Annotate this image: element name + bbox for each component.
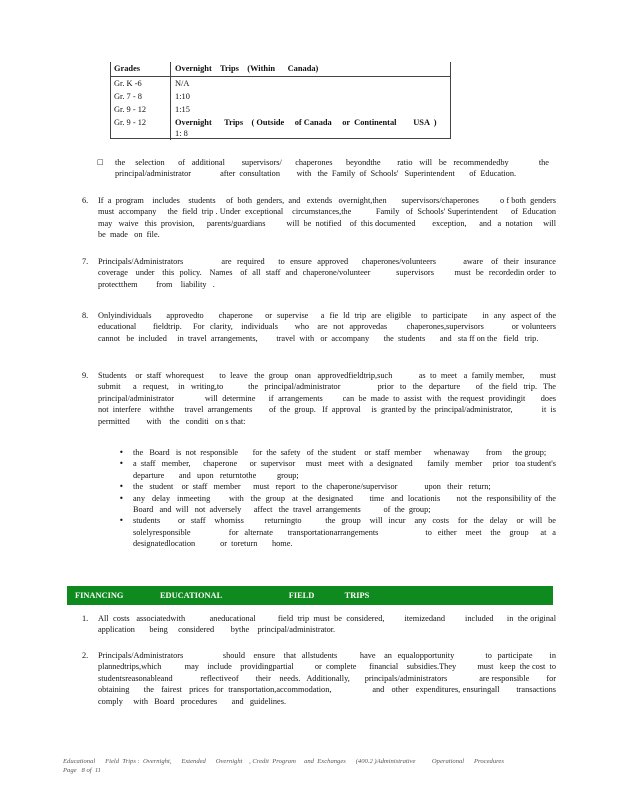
table-cell-ratio <box>171 116 451 140</box>
paragraph-text: Students or staff whorequest to leave the group onan approvedfieldtrip,such as to meet a family member, must submit a request, in writing,to the principal/administrator prior to the departure of the field trip. The principal/administrator will determine if arrangements can be made to assist with the request providingit does not interfere withthe travel arrangements of the group. If approval is granted by the principal/administrator, it is permitted with the conditi on s that: <box>98 371 563 426</box>
conditions-list <box>117 447 569 550</box>
list-item: • the Board is not responsible for the safety of the student or staff member whenaway from the group; <box>117 447 556 458</box>
page-footer <box>63 757 523 775</box>
item-number: 2. <box>82 651 89 660</box>
list-item <box>82 650 573 707</box>
list-item <box>82 613 565 636</box>
table-cell-ratio: 1:15 <box>175 105 190 114</box>
list-item <box>82 370 563 427</box>
table-header-grades: Grades <box>110 62 171 77</box>
paragraph-text: Onlyindividuals approvedto chaperone or supervise a fie ld trip are eligible to participate in any aspect of the educational fieldtrip. For clarity, individuals who are not approvedas chaperones,supervisors or volunteers cannot be included in travel arrangements, travel with or accompany the students and sta ff on the field trip. <box>98 311 569 343</box>
table-cell-grade: Gr. 9 - 12 <box>110 103 171 116</box>
list-item: • students or staff whomiss returningto the group will incur any costs for the delay or will be solelyresponsible for alternate transportationarrangements to either meet the group at a designatedlocation or toreturn home. <box>117 515 556 549</box>
list-item: • any delay inmeeting with the group at the designated time and locationis not the responsibility of the Board and will not adversely affect the travel arrangements of the group; <box>117 493 556 516</box>
list-item <box>82 195 569 241</box>
table-cell-ratio: 1:10 <box>175 92 190 101</box>
paragraph-text: Principals/Administrators should ensure that allstudents have an equalopportunity to participate in plannedtrips,which may include providingpartial or complete financial subsidies.They must keep the cost to studentsreasonableand reflectiveof their needs. Additionally, principals/administrators are responsible for obtaining the fairest prices for transportation,accommodation, and other expenditures, ensuringall transactions comply with Board procedures and guidelines. <box>98 651 573 706</box>
table-cell-ratio-value: 1: 8 <box>175 129 188 138</box>
table-cell-grade: Gr. 7 - 8 <box>110 90 171 103</box>
table-header-row <box>110 62 450 77</box>
table-cell-grade: Gr. K -6 <box>110 77 171 91</box>
checkbox-bullet-icon: □ <box>97 158 104 166</box>
table-cell-ratio: N/A <box>175 79 190 88</box>
item-number: 8. <box>82 311 89 320</box>
list-item: • the student or staff member must report to the chaperone/supervisor upon their return; <box>117 481 556 492</box>
table-row <box>110 77 450 91</box>
footer-page-number: Page 8 of 11 <box>63 767 101 774</box>
paragraph-text: If a program includes students of both genders, and extends overnight,then supervisors/chaperones o f both genders must accompany the field trip . Under exceptional circumstances,the Family of Schools' Superintendent of Education may waive this provision, parents/guardians will be notified of this documented exception, and a notation will be made on file. <box>98 196 569 240</box>
additional-supervisors-note <box>97 157 552 180</box>
table-header-trips: Overnight Trips (Within Canada) <box>171 62 451 77</box>
table-cell-ratio-heading: Overnight Trips ( Outside of Canada or Continental USA ) <box>175 118 437 127</box>
section-heading-financing: FINANCING EDUCATIONAL FIELD TRIPS <box>67 586 553 605</box>
item-number: 6. <box>82 196 89 205</box>
table-cell-grade: Gr. 9 - 12 <box>110 116 171 140</box>
table-row <box>110 90 450 103</box>
item-number: 1. <box>82 614 89 623</box>
table-row <box>110 103 450 116</box>
table-row <box>110 116 450 140</box>
list-item <box>82 256 561 290</box>
table-border-right <box>450 62 451 138</box>
item-number: 7. <box>82 257 89 266</box>
paragraph-text: All costs associatedwith aneducational field trip must be considered, itemizedand included in the original application being considered bythe principal/administrator. <box>98 614 565 635</box>
paragraph-text: the selection of additional supervisors/ chaperones beyondthe ratio will be recommendedby the principal/administrator after consultation with the Family of Schools' Superintendent of Education. <box>115 158 552 179</box>
footer-document-title: Educational Field Trips : Overnight, Extended Overnight , Credit Program and Exchanges (400.2 )Administrative Operational Procedures <box>63 758 504 765</box>
list-item <box>82 310 569 344</box>
supervision-ratio-table <box>110 62 450 140</box>
paragraph-text: Principals/Administrators are required to ensure approved chaperones/volunteers aware of their insurance coverage under this policy. Names of all staff and chaperone/volunteer supervisors must be recordedin order to protectthem from liability . <box>98 257 561 289</box>
item-number: 9. <box>82 371 89 380</box>
list-item: • a staff member, chaperone or supervisor must meet with a designated family member prior toa student's departure and upon returntothe group; <box>117 458 556 481</box>
